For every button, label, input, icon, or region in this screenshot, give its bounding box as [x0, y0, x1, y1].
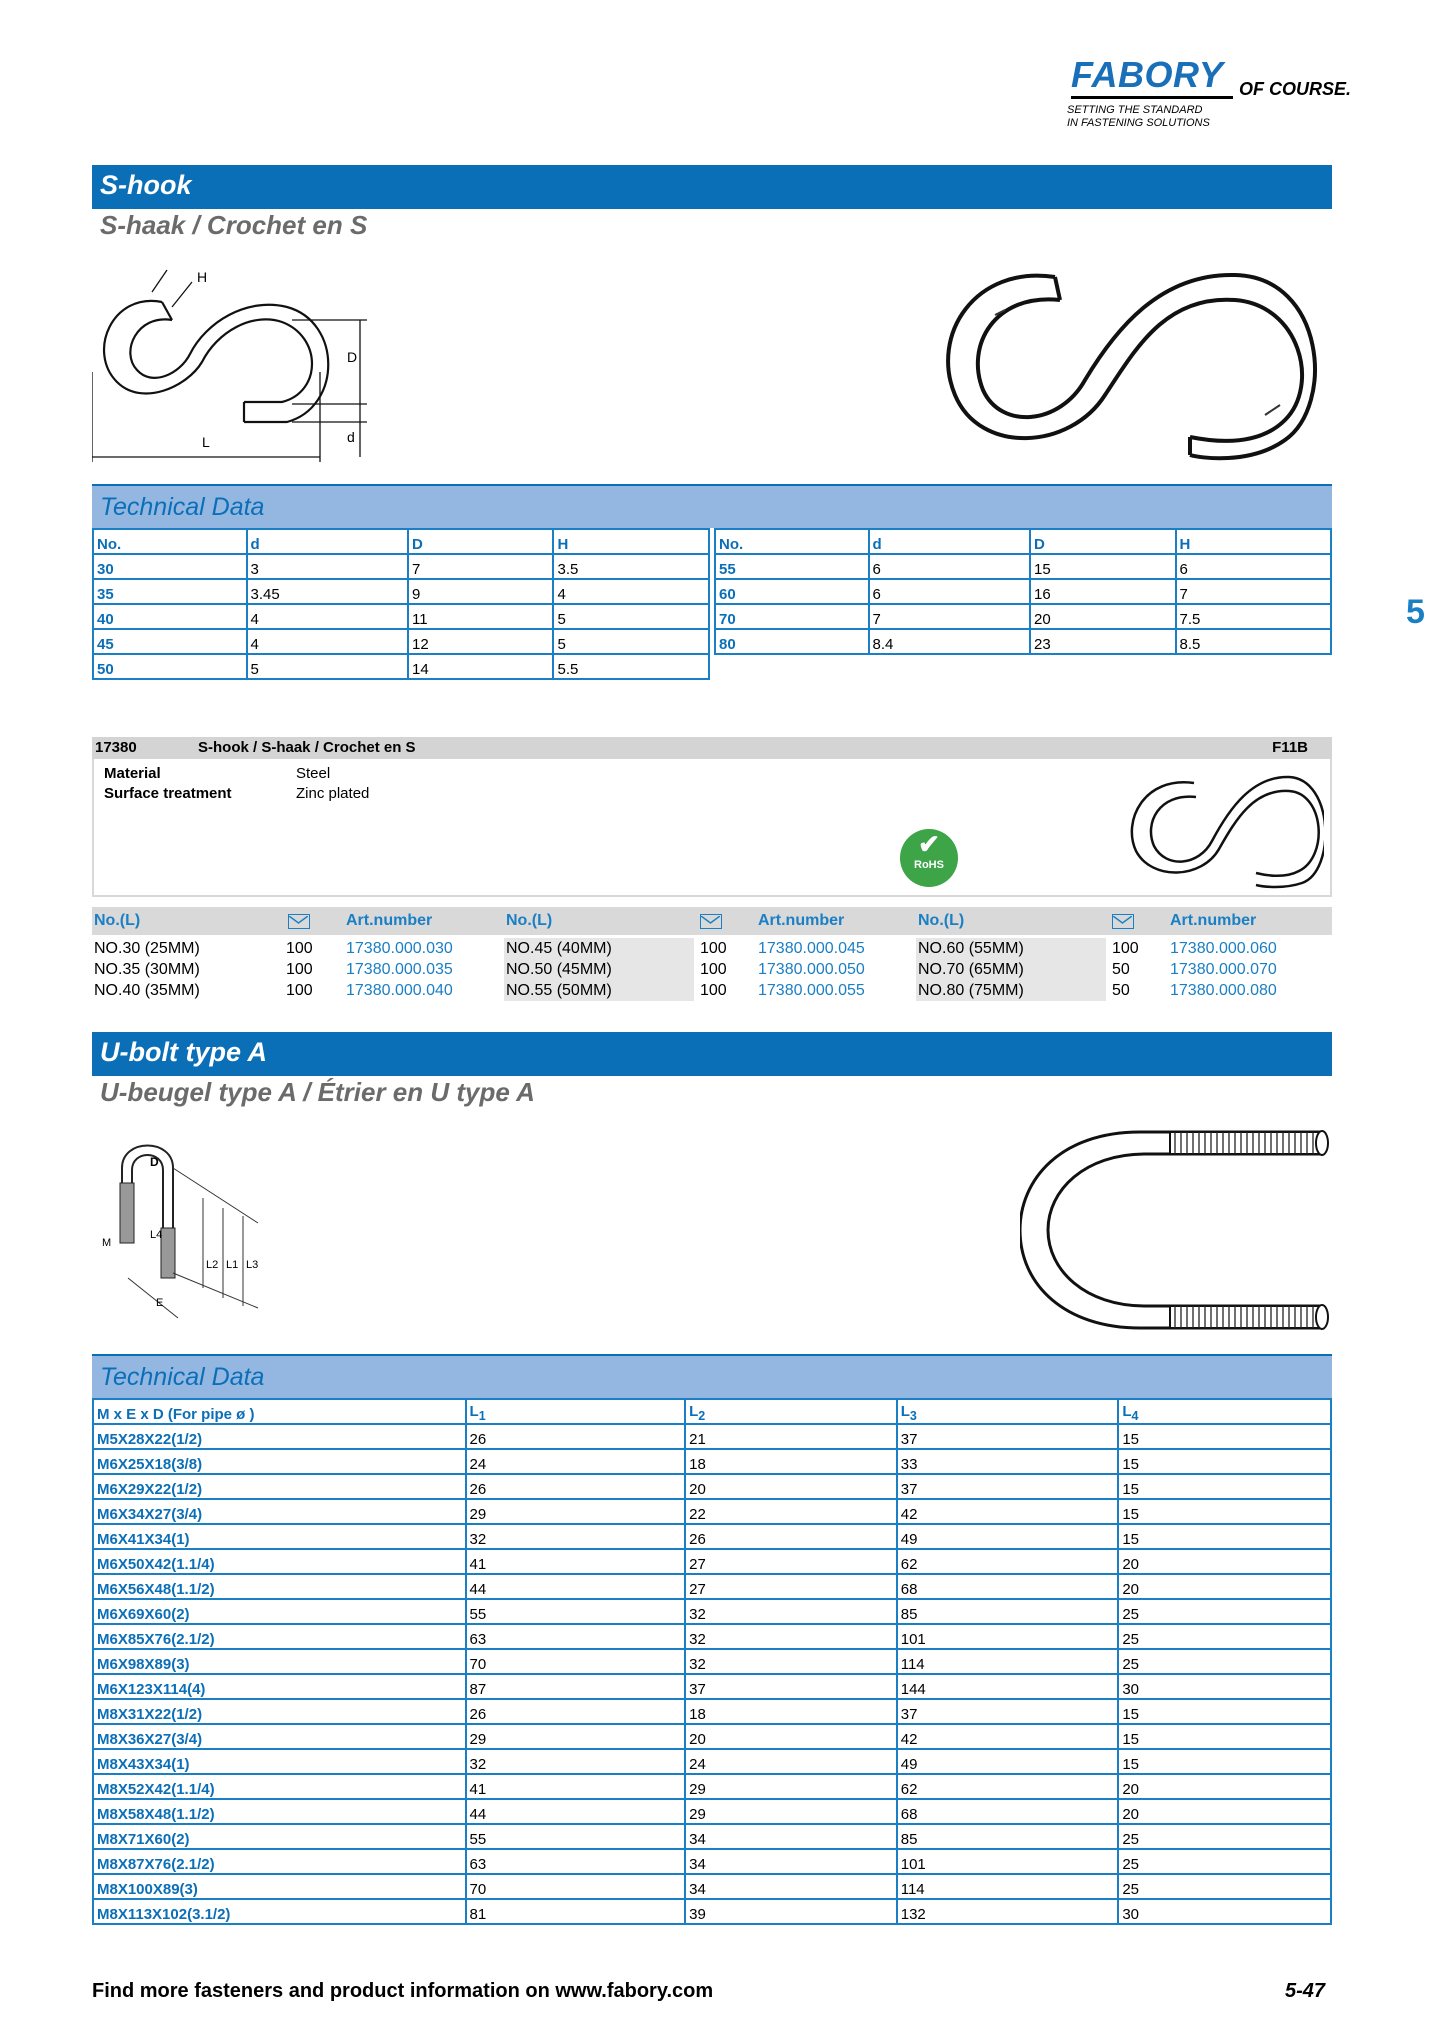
- cell-size: M6X34X27(3/4): [93, 1499, 466, 1524]
- cell-l4: 15: [1118, 1724, 1331, 1749]
- ubolt-label-l4: L4: [150, 1229, 163, 1241]
- table-row: [93, 1474, 1331, 1499]
- table-row: [715, 554, 1331, 579]
- table-row: [93, 1874, 1331, 1899]
- col-no-label: No.(L): [506, 912, 553, 929]
- cell-l4: 20: [1118, 1774, 1331, 1799]
- cell-l1: 24: [466, 1449, 686, 1474]
- col-no-label: No.(L): [918, 912, 965, 929]
- list-item: NO.60 (55MM): [918, 940, 1024, 957]
- table-row: [715, 604, 1331, 629]
- table-row: [93, 1849, 1331, 1874]
- table-row: [93, 1724, 1331, 1749]
- header-l2-sub: 2: [698, 1409, 706, 1423]
- header-D: D: [408, 529, 554, 554]
- footer-text: Find more fasteners and product information on www.fabory.com: [92, 1980, 714, 2002]
- cell-l3: 37: [897, 1424, 1119, 1449]
- list-item: 50: [1112, 961, 1130, 978]
- col-art-label: Art.number: [1170, 912, 1257, 929]
- rohs-label: RoHS: [914, 859, 944, 871]
- cell-l1: 26: [466, 1424, 686, 1449]
- cell-l1: 26: [466, 1474, 686, 1499]
- cell-l4: 20: [1118, 1549, 1331, 1574]
- table-row: [93, 1674, 1331, 1699]
- cell-l4: 15: [1118, 1524, 1331, 1549]
- cell-size: M6X85X76(2.1/2): [93, 1624, 466, 1649]
- article-number-list: [758, 938, 865, 1001]
- table-row: [93, 1749, 1331, 1774]
- cell-size: M6X56X48(1.1/2): [93, 1574, 466, 1599]
- cell-l1: 87: [466, 1674, 686, 1699]
- cell-l2: 27: [685, 1574, 897, 1599]
- cell-l2: 20: [685, 1474, 897, 1499]
- section-title-shook: S-hook: [92, 165, 1332, 209]
- cell-H: 7.5: [1176, 604, 1332, 629]
- cell-l3: 132: [897, 1899, 1119, 1924]
- cell-d: 3.45: [247, 579, 408, 604]
- table-row: [93, 1899, 1331, 1924]
- logo-underline: [1071, 96, 1233, 99]
- cell-l2: 20: [685, 1724, 897, 1749]
- cell-d: 6: [869, 554, 1030, 579]
- list-item: NO.35 (30MM): [94, 961, 200, 978]
- check-icon: ✔: [918, 829, 940, 859]
- cell-d: 5: [247, 654, 408, 679]
- cell-l3: 114: [897, 1874, 1119, 1899]
- cell-size: M8X43X34(1): [93, 1749, 466, 1774]
- cell-D: 12: [408, 629, 554, 654]
- cell-l3: 37: [897, 1699, 1119, 1724]
- fabory-logo: [1063, 52, 1363, 132]
- article-no-list: [94, 938, 254, 1001]
- col-art-label: Art.number: [758, 912, 845, 929]
- cell-l1: 70: [466, 1649, 686, 1674]
- cell-l1: 55: [466, 1599, 686, 1624]
- list-item: NO.45 (40MM): [506, 940, 612, 957]
- cell-l1: 41: [466, 1774, 686, 1799]
- cell-l4: 15: [1118, 1424, 1331, 1449]
- header-size: M x E x D (For pipe ø ): [93, 1399, 466, 1424]
- list-item: 17380.000.040: [346, 982, 453, 999]
- header-l4-text: L: [1122, 1403, 1132, 1420]
- cell-size: M8X36X27(3/4): [93, 1724, 466, 1749]
- page-number: 5-47: [1285, 1980, 1326, 2002]
- logo-suffix: OF COURSE.: [1239, 79, 1352, 99]
- logo-brand: FABORY: [1071, 54, 1224, 95]
- list-item: 17380.000.035: [346, 961, 453, 978]
- cell-l4: 30: [1118, 1899, 1331, 1924]
- cell-H: 4: [553, 579, 709, 604]
- cell-l4: 20: [1118, 1799, 1331, 1824]
- cell-l4: 25: [1118, 1849, 1331, 1874]
- table-row: [93, 1824, 1331, 1849]
- shook-dimension-drawing: [92, 262, 392, 472]
- cell-l2: 32: [685, 1599, 897, 1624]
- table-row: [93, 1499, 1331, 1524]
- header-l1-sub: 1: [478, 1409, 486, 1423]
- shook-label-d-lower: d: [347, 429, 355, 445]
- list-item: 100: [700, 940, 727, 957]
- header-l1: [466, 1399, 686, 1424]
- shook-table-right: [714, 528, 1332, 655]
- cell-H: 5.5: [553, 654, 709, 679]
- list-item: 17380.000.080: [1170, 982, 1277, 999]
- list-item: 100: [700, 961, 727, 978]
- col-art-label: Art.number: [346, 912, 433, 929]
- surface-value: Zinc plated: [296, 785, 370, 802]
- list-item: 100: [286, 940, 313, 957]
- cell-l1: 29: [466, 1499, 686, 1524]
- cell-d: 7: [869, 604, 1030, 629]
- cell-l2: 26: [685, 1524, 897, 1549]
- header-l2-text: L: [689, 1403, 699, 1420]
- shook-label-d-upper: D: [347, 349, 358, 365]
- table-row: [93, 579, 709, 604]
- cell-size: M8X71X60(2): [93, 1824, 466, 1849]
- table-header-row: [715, 529, 1331, 554]
- cell-l1: 32: [466, 1749, 686, 1774]
- cell-no: 50: [93, 654, 247, 679]
- list-item: 17380.000.030: [346, 940, 453, 957]
- cell-l3: 42: [897, 1724, 1119, 1749]
- ubolt-label-d: D: [150, 1155, 159, 1169]
- product-name: S-hook / S-haak / Crochet en S: [198, 739, 416, 756]
- header-d: d: [869, 529, 1030, 554]
- article-qty-list: [700, 938, 727, 1001]
- ubolt-label-l3: L3: [246, 1259, 259, 1271]
- ubolt-dimension-drawing: [98, 1128, 278, 1328]
- shook-table-left: [92, 528, 710, 680]
- cell-d: 4: [247, 604, 408, 629]
- section-subtitle-shook: S-haak / Crochet en S: [100, 210, 368, 240]
- ubolt-table: [92, 1398, 1332, 1925]
- cell-l3: 85: [897, 1599, 1119, 1624]
- list-item: 17380.000.045: [758, 940, 865, 957]
- cell-size: M6X50X42(1.1/4): [93, 1549, 466, 1574]
- cell-l2: 39: [685, 1899, 897, 1924]
- cell-l2: 34: [685, 1849, 897, 1874]
- table-row: [715, 579, 1331, 604]
- list-item: NO.80 (75MM): [918, 982, 1024, 999]
- cell-l4: 15: [1118, 1699, 1331, 1724]
- cell-l4: 25: [1118, 1624, 1331, 1649]
- table-row: [715, 629, 1331, 654]
- table-row: [93, 1524, 1331, 1549]
- cell-l2: 37: [685, 1674, 897, 1699]
- table-row: [93, 1449, 1331, 1474]
- cell-size: M8X113X102(3.1/2): [93, 1899, 466, 1924]
- cell-l3: 33: [897, 1449, 1119, 1474]
- list-item: 17380.000.060: [1170, 940, 1277, 957]
- col-no-label: No.(L): [94, 912, 141, 929]
- material-value: Steel: [296, 765, 331, 782]
- list-item: NO.50 (45MM): [506, 961, 612, 978]
- cell-no: 30: [93, 554, 247, 579]
- logo-tagline-1: SETTING THE STANDARD: [1067, 104, 1203, 116]
- cell-D: 7: [408, 554, 554, 579]
- cell-l4: 25: [1118, 1649, 1331, 1674]
- cell-H: 5: [553, 604, 709, 629]
- cell-l1: 70: [466, 1874, 686, 1899]
- shook-product-image: [935, 255, 1335, 470]
- cell-l3: 62: [897, 1774, 1119, 1799]
- table-row: [93, 554, 709, 579]
- cell-size: M6X41X34(1): [93, 1524, 466, 1549]
- cell-l3: 62: [897, 1549, 1119, 1574]
- table-row: [93, 1649, 1331, 1674]
- cell-D: 23: [1030, 629, 1176, 654]
- chapter-number: 5: [1406, 593, 1425, 631]
- cell-l2: 18: [685, 1699, 897, 1724]
- cell-size: M8X52X42(1.1/4): [93, 1774, 466, 1799]
- header-no: No.: [93, 529, 247, 554]
- cell-D: 15: [1030, 554, 1176, 579]
- cell-d: 8.4: [869, 629, 1030, 654]
- cell-l2: 22: [685, 1499, 897, 1524]
- header-d: d: [247, 529, 408, 554]
- envelope-icon: [1112, 914, 1134, 929]
- article-no-list: [504, 938, 694, 1001]
- cell-l1: 26: [466, 1699, 686, 1724]
- rohs-badge: [900, 829, 958, 887]
- cell-size: M8X58X48(1.1/2): [93, 1799, 466, 1824]
- table-row: [93, 1799, 1331, 1824]
- table-header-row: [93, 529, 709, 554]
- list-item: 100: [286, 982, 313, 999]
- shook-technical-data-title: Technical Data: [92, 484, 1332, 528]
- table-row: [93, 1699, 1331, 1724]
- surface-label: Surface treatment: [104, 785, 232, 802]
- article-number-list: [1170, 938, 1277, 1001]
- cell-l4: 20: [1118, 1574, 1331, 1599]
- header-l1-text: L: [469, 1403, 479, 1420]
- table-row: [93, 1774, 1331, 1799]
- cell-l1: 55: [466, 1824, 686, 1849]
- cell-l1: 32: [466, 1524, 686, 1549]
- cell-l4: 25: [1118, 1599, 1331, 1624]
- list-item: 100: [1112, 940, 1139, 957]
- cell-D: 14: [408, 654, 554, 679]
- cell-l4: 15: [1118, 1499, 1331, 1524]
- cell-l2: 32: [685, 1649, 897, 1674]
- cell-l4: 30: [1118, 1674, 1331, 1699]
- table-row: [93, 629, 709, 654]
- list-item: 100: [286, 961, 313, 978]
- cell-l1: 29: [466, 1724, 686, 1749]
- header-l3-text: L: [900, 1403, 910, 1420]
- list-item: 17380.000.055: [758, 982, 865, 999]
- cell-size: M6X29X22(1/2): [93, 1474, 466, 1499]
- material-label: Material: [104, 765, 161, 782]
- article-qty-list: [1112, 938, 1139, 1001]
- cell-H: 5: [553, 629, 709, 654]
- cell-H: 3.5: [553, 554, 709, 579]
- cell-H: 8.5: [1176, 629, 1332, 654]
- list-item: NO.40 (35MM): [94, 982, 200, 999]
- section-title-ubolt: U-bolt type A: [92, 1032, 1332, 1076]
- cell-l4: 15: [1118, 1474, 1331, 1499]
- list-item: 17380.000.070: [1170, 961, 1277, 978]
- shook-label-h: H: [197, 269, 208, 285]
- cell-l3: 101: [897, 1624, 1119, 1649]
- ubolt-label-l1: L1: [226, 1259, 239, 1271]
- cell-size: M6X25X18(3/8): [93, 1449, 466, 1474]
- cell-l4: 15: [1118, 1749, 1331, 1774]
- envelope-icon: [288, 914, 310, 929]
- cell-l3: 101: [897, 1849, 1119, 1874]
- header-l2: [685, 1399, 897, 1424]
- article-no-list: [916, 938, 1106, 1001]
- article-number-list: [346, 938, 453, 1001]
- cell-l3: 85: [897, 1824, 1119, 1849]
- table-row: [93, 1624, 1331, 1649]
- cell-l1: 41: [466, 1549, 686, 1574]
- cell-no: 55: [715, 554, 869, 579]
- header-l4-sub: 4: [1131, 1409, 1139, 1423]
- table-row: [93, 604, 709, 629]
- header-l3-sub: 3: [909, 1409, 917, 1423]
- cell-l2: 29: [685, 1774, 897, 1799]
- shook-label-l: L: [202, 434, 210, 450]
- cell-no: 70: [715, 604, 869, 629]
- cell-no: 40: [93, 604, 247, 629]
- logo-tagline-2: IN FASTENING SOLUTIONS: [1067, 117, 1210, 129]
- cell-d: 3: [247, 554, 408, 579]
- cell-size: M8X31X22(1/2): [93, 1699, 466, 1724]
- cell-l4: 25: [1118, 1874, 1331, 1899]
- cell-l3: 49: [897, 1524, 1119, 1549]
- cell-d: 6: [869, 579, 1030, 604]
- cell-l1: 63: [466, 1624, 686, 1649]
- product-header: [92, 737, 1332, 759]
- list-item: NO.30 (25MM): [94, 940, 200, 957]
- list-item: 100: [700, 982, 727, 999]
- list-item: 17380.000.050: [758, 961, 865, 978]
- ubolt-label-m: M: [102, 1237, 112, 1249]
- cell-l2: 29: [685, 1799, 897, 1824]
- list-item: 50: [1112, 982, 1130, 999]
- envelope-icon: [700, 914, 722, 929]
- cell-D: 16: [1030, 579, 1176, 604]
- header-l3: [897, 1399, 1119, 1424]
- cell-l2: 18: [685, 1449, 897, 1474]
- product-ref: F11B: [1272, 739, 1308, 756]
- list-item: NO.55 (50MM): [506, 982, 612, 999]
- cell-no: 45: [93, 629, 247, 654]
- cell-size: M8X100X89(3): [93, 1874, 466, 1899]
- table-row: [93, 1574, 1331, 1599]
- article-qty-list: [286, 938, 313, 1001]
- cell-l2: 34: [685, 1874, 897, 1899]
- ubolt-label-l2: L2: [206, 1259, 219, 1271]
- cell-l3: 114: [897, 1649, 1119, 1674]
- cell-size: M8X87X76(2.1/2): [93, 1849, 466, 1874]
- cell-l1: 44: [466, 1574, 686, 1599]
- header-H: H: [553, 529, 709, 554]
- cell-l2: 27: [685, 1549, 897, 1574]
- list-item: NO.70 (65MM): [918, 961, 1024, 978]
- cell-l3: 42: [897, 1499, 1119, 1524]
- cell-l3: 144: [897, 1674, 1119, 1699]
- cell-no: 80: [715, 629, 869, 654]
- section-subtitle-ubolt: U-beugel type A / Étrier en U type A: [100, 1077, 535, 1107]
- cell-l3: 37: [897, 1474, 1119, 1499]
- header-no: No.: [715, 529, 869, 554]
- table-row: [93, 1549, 1331, 1574]
- cell-l2: 21: [685, 1424, 897, 1449]
- cell-l3: 68: [897, 1574, 1119, 1599]
- cell-l1: 44: [466, 1799, 686, 1824]
- cell-l4: 15: [1118, 1449, 1331, 1474]
- cell-size: M6X98X89(3): [93, 1649, 466, 1674]
- table-row: [93, 1599, 1331, 1624]
- cell-l2: 24: [685, 1749, 897, 1774]
- header-l4: [1118, 1399, 1331, 1424]
- cell-H: 6: [1176, 554, 1332, 579]
- cell-D: 11: [408, 604, 554, 629]
- header-H: H: [1176, 529, 1332, 554]
- cell-l1: 63: [466, 1849, 686, 1874]
- cell-l2: 34: [685, 1824, 897, 1849]
- cell-size: M5X28X22(1/2): [93, 1424, 466, 1449]
- cell-l1: 81: [466, 1899, 686, 1924]
- product-details: [92, 759, 1332, 897]
- cell-D: 20: [1030, 604, 1176, 629]
- cell-l4: 25: [1118, 1824, 1331, 1849]
- ubolt-technical-data-title: Technical Data: [92, 1354, 1332, 1398]
- cell-d: 4: [247, 629, 408, 654]
- table-row: [93, 1424, 1331, 1449]
- cell-l2: 32: [685, 1624, 897, 1649]
- cell-size: M6X69X60(2): [93, 1599, 466, 1624]
- table-header-row: [93, 1399, 1331, 1424]
- logo-tagline: [1067, 104, 1210, 130]
- shook-thumbnail: [1124, 771, 1324, 889]
- ubolt-label-e: E: [156, 1297, 164, 1309]
- cell-no: 35: [93, 579, 247, 604]
- product-code: 17380: [95, 739, 137, 756]
- cell-size: M6X123X114(4): [93, 1674, 466, 1699]
- cell-l3: 49: [897, 1749, 1119, 1774]
- table-row: [93, 654, 709, 679]
- ubolt-product-image: [1020, 1120, 1335, 1340]
- cell-D: 9: [408, 579, 554, 604]
- header-D: D: [1030, 529, 1176, 554]
- cell-no: 60: [715, 579, 869, 604]
- cell-l3: 68: [897, 1799, 1119, 1824]
- cell-H: 7: [1176, 579, 1332, 604]
